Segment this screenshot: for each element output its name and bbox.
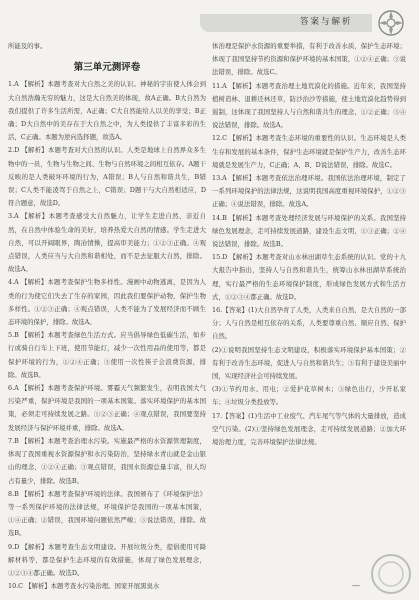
right-column <box>212 40 406 449</box>
answer-paragraph: 16.【答案】(1)大自然孕育了人类，人类来自自然，是大自然的一部分；人与自然是相互依存的关系，人类要尊重自然、顺应自然、保护自然。 <box>212 306 406 341</box>
answer-paragraph: 5.B 【解析】本题考查绿色生活方式。应当倡导绿色低碳生活，如步行或骑自行车上下班，使用节能灯，减少一次性用品的使用等，都是保护环境的行为，①②④正确；③使用一次性筷子会浪费资源，排除。故选B。 <box>8 331 206 379</box>
answer-paragraph: 2.D 【解析】本题考查对大自然的认识。人类是地球上自然界众多生物中的一员，生物与生物之间、生物与自然环境之间相互依存。A题干反映的是人类破坏环境的行为，A错误；B人与自然和谐共生，B错误；C人类不能凌驾于自然之上，C错误；D题干与大自然相适应，D符合题意，故选D。 <box>8 146 206 208</box>
answer-paragraph: 9.D 【解析】本题考查生态文明建设。开展垃圾分类，提倡使用可降解材料等，都是保护生态环境的有效措施，体现了绿色发展理念，①②③④都正确。故选D。 <box>8 542 206 577</box>
page-number: — <box>352 581 360 590</box>
left-column <box>8 40 206 593</box>
answer-paragraph: 4.A 【解析】本题考查保护生物多样性。漫画中动物逃离，是因为人类的行为使它们失去了生存的家园，因此我们要保护动物，保护生物多样性。①②③正确；④观点错误，人类不能为了发展经济而不顾生态环境的保护，排除。故选A。 <box>8 278 206 327</box>
answer-paragraph: (3)①节约用水、用电；②爱护花草树木；③绿色出行，少开私家车；④垃圾分类投放等。 <box>212 385 406 407</box>
answer-paragraph: 11.A 【解析】本题考查治理土地荒漠化的措施。近年来，我国坚持植树造林、退耕还林还草，防沙治沙等措施，使土地荒漠化趋势得到遏制，这体现了我国坚持人与自然和谐共生的理念，①②正确；③④说法错误，排除。故选A。 <box>212 81 406 130</box>
paragraph: 所能及的事。 <box>8 42 47 50</box>
answer-paragraph: 体治理是保护水资源的重要举措，有利于改善水质，保护生态环境；体现了我国坚持节约资源和保护环境的基本国策，①②④正确；③说法错误，排除。故选C。 <box>212 42 406 77</box>
answer-paragraph: 15.D 【解析】本题考查对山水林田湖草生态系统的认识。党的十九大报告中指出，坚持人与自然和谐共生，统筹山水林田湖草系统治理，实行最严格的生态环境保护制度，形成绿色发展方式和生活方式，①②③④都正确。故选D。 <box>212 253 406 301</box>
answer-paragraph: 1.A 【解析】本题考查对大自然之美的认识。神秘的宇宙使人体会到大自然浩瀚无穷的魅力，这是大自然美的体现，故A正确。B大自然为我们提供了许多生活所需，A正确；C大自然能给人以美的享受；B正确；D大自然中的美存在于大自然之中，为人类提供了丰富多彩的生活，C正确。本题为逆向选择题，故选A。 <box>8 80 206 142</box>
flower-logo-icon <box>376 8 406 38</box>
answer-paragraph: 14.B 【解析】本题考查处理经济发展与环境保护的关系。我国坚持绿色发展理念，走可持续发展道路，建设生态文明，①③正确；②④说法错误，排除。故选B。 <box>212 213 406 249</box>
answer-paragraph: 17.【答案】(1)生活中工业废气、汽车尾气等气体的大量排放，造成空气污染。(2)①坚持绿色发展理念，走可持续发展道路；②加大环境治理力度，完善环境保护法律法规。 <box>212 411 406 447</box>
watermark-stamp-icon <box>369 552 413 596</box>
header-label: 答案与解析 <box>300 17 353 27</box>
answer-paragraph: 10.C 【解析】本题考查水污染治理。国家开展黑臭水 <box>8 582 160 591</box>
answer-paragraph: (2)①说明我国坚持生态文明建设，积极落实环境保护基本国策；②有利于改善生态环境，促进人与自然和谐共生；③有利于建设美丽中国，实现经济社会可持续发展。 <box>212 345 406 381</box>
section-title: 第三单元测评卷 <box>73 62 141 74</box>
answer-paragraph: 6.A 【解析】本题考查保护环境。雾霾天气频繁发生，表明我国大气污染严重，保护环境是我国的一项基本国策。落实环境保护的基本国策，必须走可持续发展之路。①②③正确；④观点错误，我国要坚持发展经济与保护环境并重，排除。故选A。 <box>8 384 206 432</box>
answer-paragraph: 13.A 【解析】本题考查依法治理环境。我国依法治理环境，制定了一系列环境保护的法律法规，这说明我国高度重视环境保护，①②③正确；④说法错误，排除。故选A。 <box>212 174 406 209</box>
answer-paragraph: 12.C 【解析】本题考查生态环境的重要性的认识。生态环境是人类生存和发展的基本条件，保护生态环境就是保护生产力，改善生态环境就是发展生产力，C正确；A、B、D说法错误，排除。故选C。 <box>212 134 406 169</box>
answer-paragraph: 7.B 【解析】本题考查治理水污染。实施最严格的水资源管理制度，体现了我国重视水资源保护和水污染防治，坚持绿水青山就是金山银山的理念，①②④正确；③观点错误，我国水资源总量丰富，但人均占有量少，排除。故选B。 <box>8 436 206 485</box>
answer-paragraph: 3.A 【解析】本题考查感受大自然魅力，让学生走进自然、亲近自然，在自然中体验生命的美好，培养热爱大自然的情感。学生走进大自然，可以开阔眼界，陶冶情操，提高审美能力；①②③正确。④观点错误，人类应当与大自然和谐相处，而不是去征服大自然，排除。故选A。 <box>8 212 206 274</box>
answer-paragraph: 8.B 【解析】本题考查保护环境的法律。我国颁布了《环境保护法》等一系列保护环境的法律法规，环境保护是我国的一项基本国策，①④正确；②错误，我国环境问题依然严峻；③说法错误，排除。故选B。 <box>8 489 206 538</box>
